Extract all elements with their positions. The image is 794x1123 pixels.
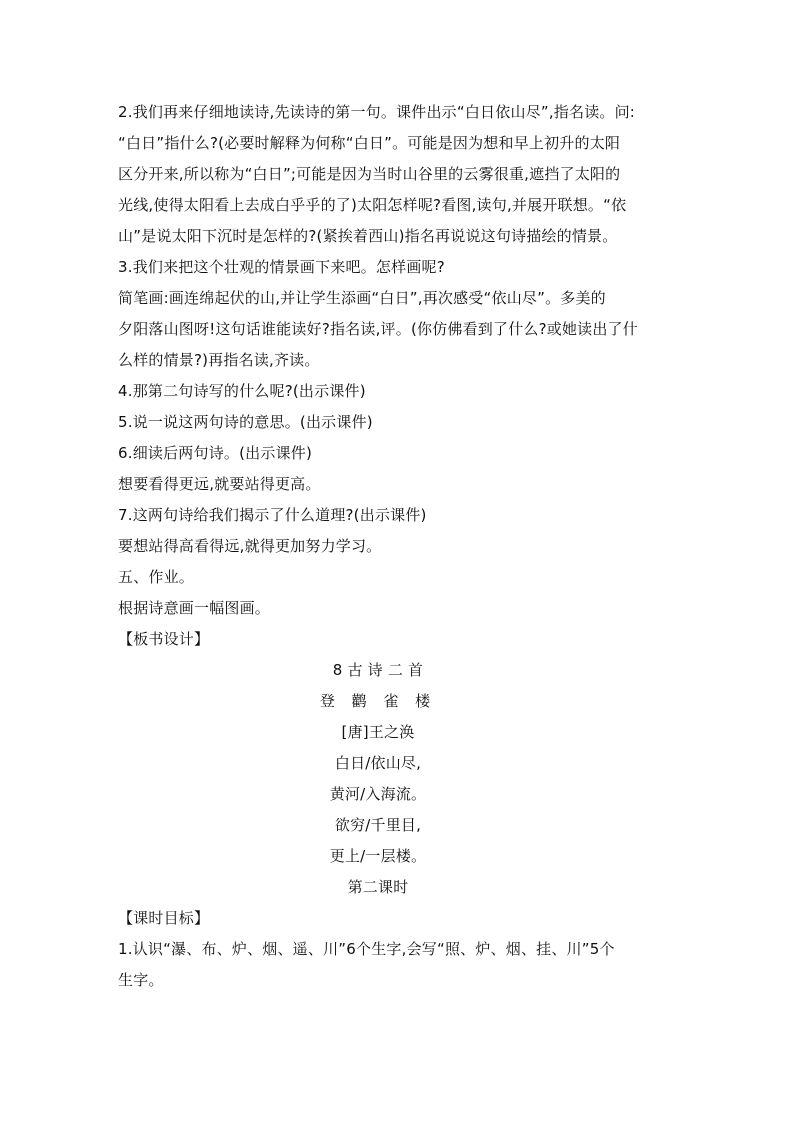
text-line: 么样的情景?)再指名读,齐读。 bbox=[118, 351, 320, 369]
board-verse: 白日/依山尽, bbox=[334, 754, 422, 772]
board-lesson: 第二课时 bbox=[347, 878, 409, 896]
section-heading: 五、作业。 bbox=[118, 568, 195, 586]
text-line: 山”是说太阳下沉时是怎样的?(紧挨着西山)指名再说说这句诗描绘的情景。 bbox=[118, 227, 618, 245]
text-line: 2.我们再来仔细地读诗,先读诗的第一句。课件出示“白日依山尽”,指名读。问: bbox=[118, 103, 636, 121]
document-body bbox=[118, 97, 678, 996]
text-line: 3.我们来把这个壮观的情景画下来吧。怎样画呢? bbox=[118, 258, 445, 276]
board-title: 8 古 诗 二 首 bbox=[332, 661, 424, 679]
text-line: 想要看得更远,就要站得更高。 bbox=[118, 475, 321, 493]
text-line: 6.细读后两句诗。(出示课件) bbox=[118, 444, 313, 462]
text-line: 夕阳落山图呀!这句话谁能读好?指名读,评。(你仿佛看到了什么?或她读出了什 bbox=[118, 320, 638, 338]
board-verse: 欲穷/千里目, bbox=[334, 816, 422, 834]
board-verse: 黄河/入海流。 bbox=[329, 785, 427, 803]
text-line: “白日”指什么?(必要时解释为何称“白日”。可能是因为想和早上初升的太阳 bbox=[118, 134, 621, 152]
text-line: 区分开来,所以称为“白日”;可能是因为当时山谷里的云雾很重,遮挡了太阳的 bbox=[118, 165, 621, 183]
text-line: 4.那第二句诗写的什么呢?(出示课件) bbox=[118, 382, 366, 400]
section-heading: 【课时目标】 bbox=[118, 909, 210, 927]
text-line: 生字。 bbox=[118, 971, 164, 989]
section-heading: 【板书设计】 bbox=[118, 630, 210, 648]
text-line: 根据诗意画一幅图画。 bbox=[118, 599, 271, 617]
board-poem-title: 登 鹳 雀 楼 bbox=[319, 692, 437, 710]
text-line: 1.认识“瀑、布、炉、烟、遥、川”6个生字,会写“照、炉、烟、挂、川”5个 bbox=[118, 940, 615, 958]
text-line: 光线,使得太阳看上去成白乎乎的了)太阳怎样呢?看图,读句,并展开联想。“依 bbox=[118, 196, 627, 214]
board-verse: 更上/一层楼。 bbox=[329, 847, 427, 865]
board-author: [唐]王之涣 bbox=[341, 723, 415, 741]
text-line: 5.说一说这两句诗的意思。(出示课件) bbox=[118, 413, 373, 431]
text-line: 7.这两句诗给我们揭示了什么道理?(出示课件) bbox=[118, 506, 427, 524]
text-line: 简笔画:画连绵起伏的山,并让学生添画“白日”,再次感受“依山尽”。多美的 bbox=[118, 289, 606, 307]
text-line: 要想站得高看得远,就得更加努力学习。 bbox=[118, 537, 382, 555]
